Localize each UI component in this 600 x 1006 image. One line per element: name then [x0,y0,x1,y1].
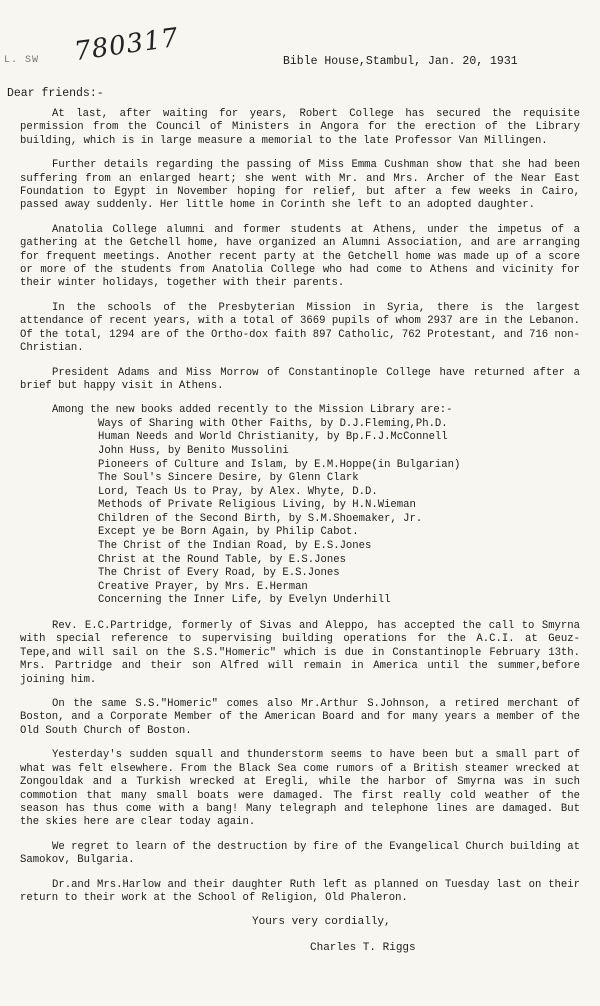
signature: Charles T. Riggs [310,941,416,954]
letter-body [20,108,580,955]
book-item: Methods of Private Religious Living, by H.N.Wieman [98,499,416,512]
book-item: Children of the Second Birth, by S.M.Shoemaker, Jr. [98,512,423,525]
book-item: The Soul's Sincere Desire, by Glenn Clark [98,472,359,485]
paragraph: On the same S.S."Homeric" comes also Mr.Arthur S.Johnson, a retired merchant of Boston, and a Corporate Member of the American Board and for many years a member of the Old South Church of Boston. [20,698,580,737]
book-item: Except ye be Born Again, by Philip Cabot. [98,526,359,539]
book-item: The Christ of Every Road, by E.S.Jones [98,567,340,580]
book-item: Lord, Teach Us to Pray, by Alex. Whyte, D.D. [98,485,378,498]
paragraph: At last, after waiting for years, Robert College has secured the requisite permission from the Council of Ministers in Angora for the erection of the Library building, which is in large measure a memorial to the late Professor Van Millingen. [20,108,580,147]
paragraph: President Adams and Miss Morrow of Constantinople College have returned after a brief but happy visit in Athens. [20,366,580,392]
book-item: Pioneers of Culture and Islam, by E.M.Hoppe(in Bulgarian) [98,458,461,471]
valediction: Yours very cordially, [252,916,391,929]
paragraph: Anatolia College alumni and former students at Athens, under the impetus of a gathering at the Getchell home, have organized an Alumni Association, and are arranging for frequent meetings. Another recent party at the Getchell home was made up of a score or more of the students from Anatolia College who had come to Athens and vicinity for their winter holidays, together with their parents. [20,223,580,290]
book-item: Creative Prayer, by Mrs. E.Herman [98,580,308,593]
book-item: Human Needs and World Christianity, by Bp.F.J.McConnell [98,431,448,444]
place-date: Bible House,Stambul, Jan. 20, 1931 [283,55,518,68]
books-intro: Among the new books added recently to the Mission Library are:- [52,404,453,417]
paragraph: Further details regarding the passing of Miss Emma Cushman show that she had been suffering from an enlarged heart; she went with Mr. and Mrs. Archer of the Near East Foundation to Egypt in November hoping for relief, but after a few weeks in Cairo, passed away suddenly. Her little home in Corinth she left to an adopted daughter. [20,159,580,212]
reference-handwritten: 780317 [72,22,181,68]
salutation: Dear friends:- [7,87,104,100]
book-item: John Huss, by Benito Mussolini [98,444,289,457]
book-item: Concerning the Inner Life, by Evelyn Underhill [98,594,391,607]
paragraph: Dr.and Mrs.Harlow and their daughter Ruth left as planned on Tuesday last on their return to their work at the School of Religion, Old Phaleron. [20,878,580,904]
paragraph: We regret to learn of the destruction by fire of the Evangelical Church building at Samokov, Bulgaria. [20,840,580,867]
book-list [98,418,580,608]
closing [20,916,580,955]
book-item: Ways of Sharing with Other Faiths, by D.J.Fleming,Ph.D. [98,417,448,430]
book-item: Christ at the Round Table, by E.S.Jones [98,553,346,566]
paragraph: Rev. E.C.Partridge, formerly of Sivas and Aleppo, has accepted the call to Smyrna with special reference to supervising building operations for the A.C.I. at Geuz-Tepe,and will sail on the S.S."Homeric" which is due in Constantinople February 13th. Mrs. Partridge and their son Alfred will remain in America until the summer,before joining him. [20,620,580,686]
paragraph: In the schools of the Presbyterian Mission in Syria, there is the largest attendance of recent years, with a total of 3669 pupils of whom 2937 are in the Lebanon. Of the total, 1294 are of the Ortho-dox faith 897 Catholic, 762 Protestant, and 716 non-Christian. [20,301,580,355]
paragraph: Yesterday's sudden squall and thunderstorm seems to have been but a small part of what was felt elsewhere. From the Black Sea come rumors of a British steamer wrecked at Zongouldak and a Turkish wrecked at Eregli, while the harbor of Smyrna was in such commotion that many small boats were damaged. The first really cold weather of the season has thus come with a bang! Many telegraph and telephone lines are damaged. But the skies here are clear today again. [20,749,580,829]
reference-typed: L. SW [4,55,40,66]
book-item: The Christ of the Indian Road, by E.S.Jones [98,540,372,553]
